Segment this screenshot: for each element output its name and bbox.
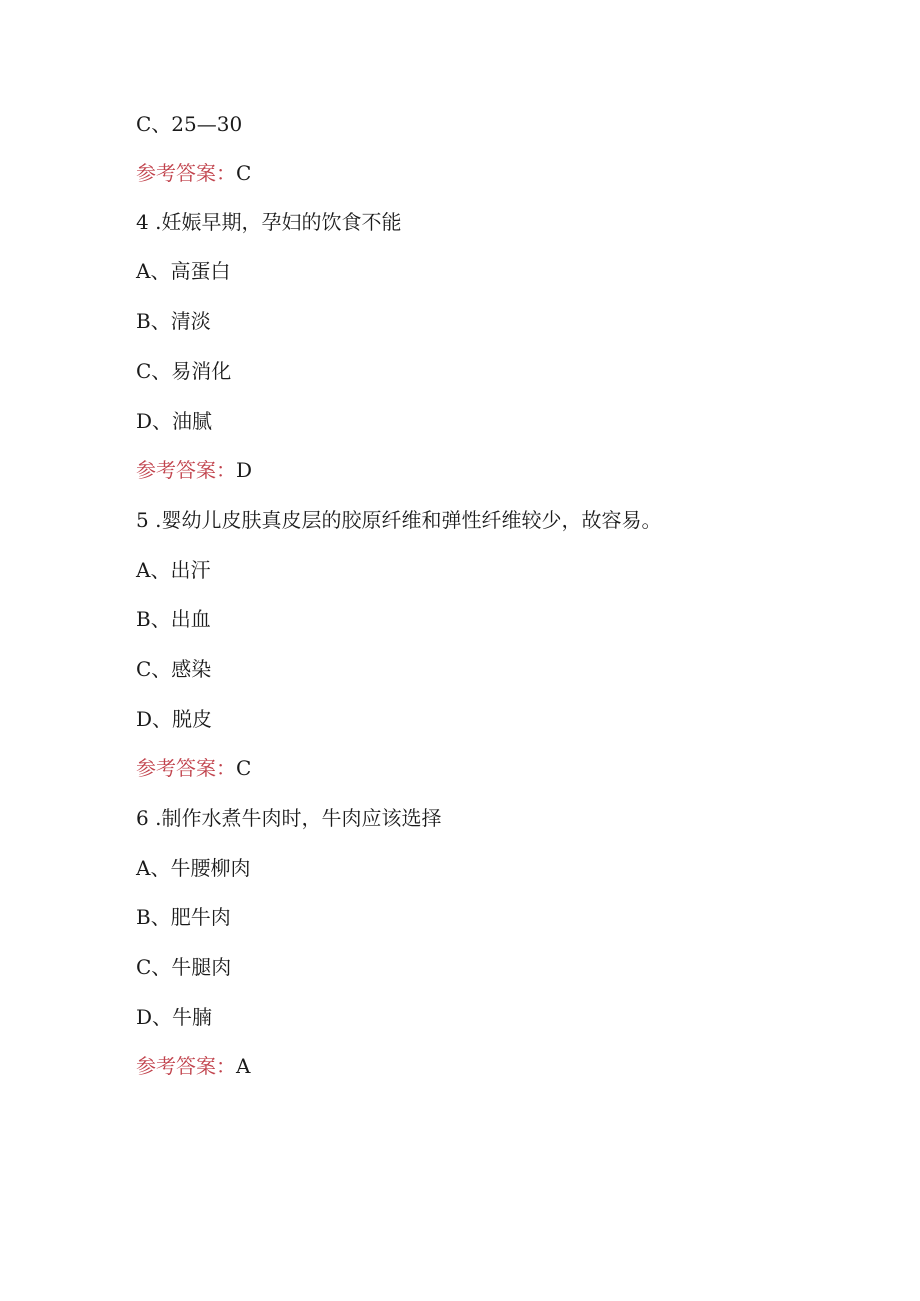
answer-label: 参考答案： (136, 161, 236, 185)
question-5: 5 .婴幼儿皮肤真皮层的胶原纤维和弹性纤维较少，故容易。 (136, 508, 662, 532)
answer-value: C (236, 756, 252, 780)
answer-label: 参考答案： (136, 458, 236, 482)
answer-q5 (136, 755, 251, 781)
answer-value: C (236, 161, 252, 185)
option-d-q4: D、油腻 (136, 409, 213, 433)
question-6: 6 .制作水煮牛肉时，牛肉应该选择 (136, 806, 442, 830)
answer-value: D (236, 458, 253, 482)
option-a-q4: A、高蛋白 (136, 259, 231, 283)
option-a-q6: A、牛腰柳肉 (136, 856, 251, 880)
option-d-q5: D、脱皮 (136, 707, 213, 731)
answer-value: A (236, 1054, 251, 1078)
question-4: 4 .妊娠早期，孕妇的饮食不能 (136, 210, 402, 234)
answer-q3 (136, 160, 251, 186)
option-d-q6: D、牛腩 (136, 1005, 213, 1029)
answer-label: 参考答案： (136, 1054, 236, 1078)
option-b-q4: B、清淡 (136, 309, 211, 333)
option-b-q6: B、肥牛肉 (136, 905, 231, 929)
option-c-q3: C、25—30 (136, 112, 243, 136)
answer-q6 (136, 1053, 250, 1079)
answer-label: 参考答案： (136, 756, 236, 780)
option-c-q5: C、感染 (136, 657, 212, 681)
option-a-q5: A、出汗 (136, 558, 211, 582)
option-b-q5: B、出血 (136, 607, 211, 631)
option-c-q4: C、易消化 (136, 359, 232, 383)
option-c-q6: C、牛腿肉 (136, 955, 232, 979)
answer-q4 (136, 457, 252, 483)
